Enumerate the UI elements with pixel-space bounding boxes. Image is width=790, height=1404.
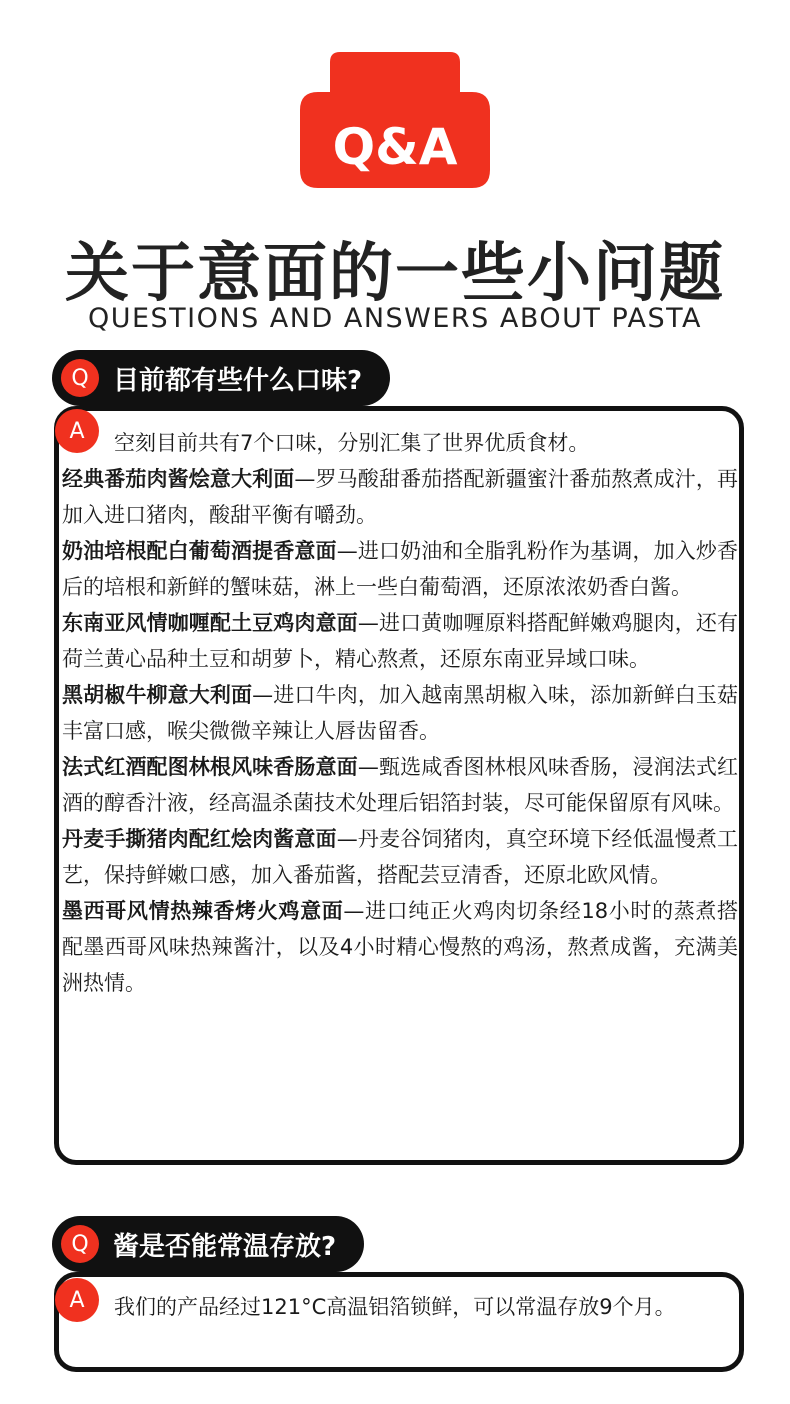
flavor-item (62, 749, 738, 821)
question-text-1: 目前都有些什么口味? (113, 365, 363, 396)
flavor-name: 东南亚风情咖喱配土豆鸡肉意面 (62, 611, 358, 635)
flavor-item (62, 533, 738, 605)
flavor-item (62, 605, 738, 677)
flavor-name: 法式红酒配图林根风味香肠意面 (62, 755, 358, 779)
flavor-name: 黑胡椒牛柳意大利面 (62, 683, 253, 707)
qa-badge-shape (300, 52, 490, 188)
q-marker-icon: Q (61, 1225, 99, 1263)
flavor-name: 丹麦手撕猪肉配红烩肉酱意面 (62, 827, 337, 851)
qa-badge-label: Q&A (332, 118, 458, 176)
page-subtitle: QUESTIONS AND ANSWERS ABOUT PASTA (87, 303, 703, 334)
page-title: 关于意面的一些小问题 (65, 237, 725, 311)
flavor-item (62, 677, 738, 749)
flavor-name: 奶油培根配白葡萄酒提香意面 (62, 539, 337, 563)
q-marker-icon: Q (61, 359, 99, 397)
flavor-desc: —罗马酸甜番茄搭配新疆蜜汁番茄熬煮成汁，再加入进口猪肉，酸甜平衡有嚼劲。 (62, 467, 739, 527)
a-marker-icon: A (55, 1278, 99, 1322)
question-pill-2 (52, 1216, 364, 1272)
flavor-item (62, 821, 738, 893)
flavor-item (62, 893, 738, 1001)
a-marker-icon: A (55, 409, 99, 453)
flavor-desc: —进口牛肉，加入越南黑胡椒入味，添加新鲜白玉菇丰富口感，喉尖微微辛辣让人唇齿留香。 (62, 683, 739, 743)
qa-badge (0, 52, 790, 192)
flavor-desc: —进口奶油和全脂乳粉作为基调，加入炒香后的培根和新鲜的蟹味菇，淋上一些白葡萄酒，还原浓浓奶香白酱。 (62, 539, 739, 599)
question-pill-1 (52, 350, 390, 406)
flavor-desc: —丹麦谷饲猪肉，真空环境下经低温慢煮工艺，保持鲜嫩口感，加入番茄酱，搭配芸豆清香，还原北欧风情。 (62, 827, 739, 887)
answer-intro-1: 空刻目前共有7个口味，分别汇集了世界优质食材。 (114, 431, 590, 455)
flavor-desc: —甄选咸香图林根风味香肠，浸润法式红酒的醇香汁液，经高温杀菌技术处理后铝箔封装，尽可能保留原有风味。 (62, 755, 739, 815)
question-text-2: 酱是否能常温存放? (113, 1231, 337, 1262)
flavor-desc: —进口黄咖喱原料搭配鲜嫩鸡腿肉，还有荷兰黄心品种土豆和胡萝卜，精心熬煮，还原东南亚异域口味。 (62, 611, 739, 671)
answer-text-2 (62, 1289, 738, 1325)
flavor-desc: —进口纯正火鸡肉切条经18小时的蒸煮搭配墨西哥风味热辣酱汁，以及4小时精心慢熬的鸡汤，熬煮成酱，充满美洲热情。 (62, 899, 738, 995)
flavor-name: 墨西哥风情热辣香烤火鸡意面 (62, 899, 344, 923)
answer-intro-2: 我们的产品经过121°C高温铝箔锁鲜，可以常温存放9个月。 (114, 1295, 676, 1319)
flavor-item (62, 461, 738, 533)
flavor-name: 经典番茄肉酱烩意大利面 (62, 467, 295, 491)
answer-text-1 (62, 425, 738, 1001)
